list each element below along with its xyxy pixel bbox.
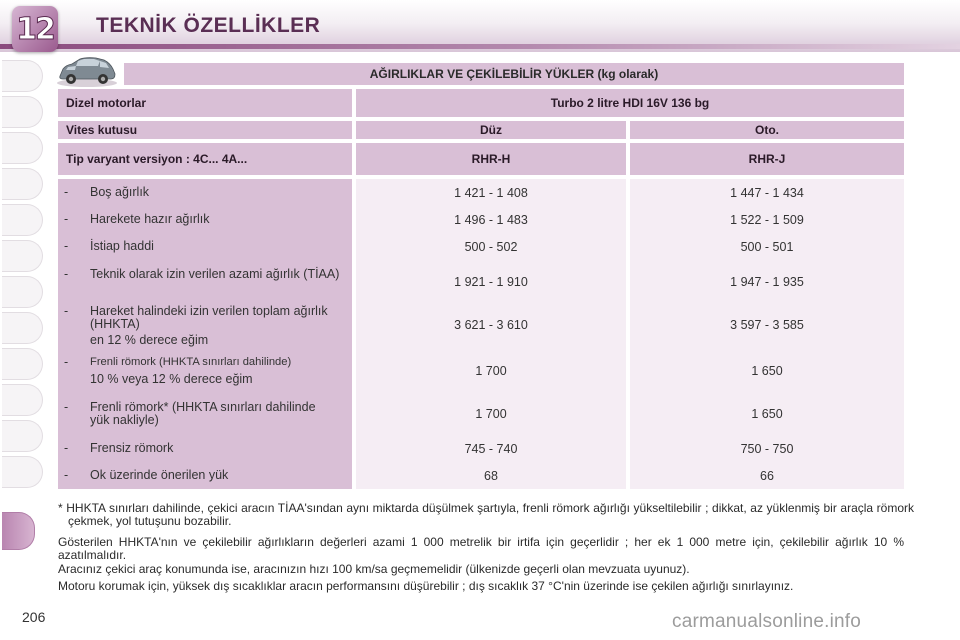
- row-label: Ok üzerinde önerilen yük: [90, 468, 229, 482]
- chapter-tab[interactable]: [2, 276, 43, 308]
- header-rule: [0, 44, 960, 49]
- row-value-h: 1 700: [475, 407, 507, 421]
- row-value-j: 1 650: [751, 364, 783, 378]
- row-value-j: 66: [760, 469, 774, 483]
- footnote-asterisk: * HHKTA sınırları dahilinde, çekici aracın TİAA'sından aynı miktarda düşülmek şartıyla, frenli römork ağırlığı yükseltilebilir ; dikkat, az yüklenmiş bir araçla römork çekmek, yol tutuşunu bozabilir.: [58, 501, 914, 528]
- gearbox-label: Vites kutusu: [58, 121, 352, 139]
- gearbox-manual: Düz: [356, 121, 626, 139]
- chapter-badge: [12, 6, 58, 52]
- row-value-h: 3 621 - 3 610: [454, 318, 528, 332]
- row-dash: -: [64, 355, 69, 369]
- chapter-tab[interactable]: [2, 204, 43, 236]
- chapter-tab[interactable]: [2, 132, 43, 164]
- row-dash: -: [64, 267, 69, 281]
- row-value-j: 750 - 750: [740, 442, 794, 456]
- variant-value-h: RHR-H: [356, 143, 626, 175]
- page-title: TEKNİK ÖZELLİKLER: [96, 14, 321, 37]
- row-value-h: 1 496 - 1 483: [454, 213, 528, 227]
- row-label: Frenli römork (HHKTA sınırları dahilinde): [90, 356, 292, 368]
- variant-label: Tip varyant versiyon : 4C... 4A...: [58, 143, 352, 175]
- row-label: Boş ağırlık: [90, 185, 150, 199]
- watermark: carmanualsonline.info: [672, 611, 862, 632]
- row-value-j: 1 447 - 1 434: [730, 186, 804, 200]
- row-dash: -: [64, 212, 69, 226]
- car-icon: [54, 54, 120, 88]
- row-value-h: 1 700: [475, 364, 507, 378]
- row-dash: -: [64, 239, 69, 253]
- row-label: Harekete hazır ağırlık: [90, 212, 210, 226]
- chapter-tab[interactable]: [2, 312, 43, 344]
- table-title: AĞIRLIKLAR VE ÇEKİLEBİLİR YÜKLER (kg olarak): [124, 63, 904, 85]
- row-value-j: 1 522 - 1 509: [730, 213, 804, 227]
- row-dash: -: [64, 304, 69, 318]
- chapter-tab[interactable]: [2, 240, 43, 272]
- engine-label: Dizel motorlar: [58, 89, 352, 117]
- chapter-tab[interactable]: [2, 60, 43, 92]
- footnote-altitude: Gösterilen HHKTA'nın ve çekilebilir ağırlıkların değerleri azami 1 000 metrelik bir irtifa için geçerlidir ; her ek 1 000 metre için, çekilebilir ağırlık 10 % azatılmalıdır.: [58, 535, 904, 562]
- row-value-j: 500 - 501: [740, 240, 794, 254]
- row-label: Hareket halindeki izin verilen toplam ağırlık (HHKTA): [90, 304, 328, 331]
- row-dash: -: [64, 400, 69, 414]
- row-value-j: 1 650: [751, 407, 783, 421]
- footnote-temperature: Motoru korumak için, yüksek dış sıcaklıklar aracın performansını düşürebilir ; dış sıcaklık 37 °C'nin üzerinde ise çekilen ağırlığı sınırlayınız.: [58, 579, 794, 593]
- row-dash: -: [64, 185, 69, 199]
- chapter-tab[interactable]: [2, 96, 43, 128]
- chapter-tab-active[interactable]: [2, 512, 35, 550]
- row-value-h: 1 921 - 1 910: [454, 275, 528, 289]
- row-label: Frenli römork* (HHKTA sınırları dahilinde yük nakliyle): [90, 400, 316, 427]
- chapter-tab[interactable]: [2, 420, 43, 452]
- row-sublabel: 10 % veya 12 % derece eğim: [90, 372, 253, 386]
- row-value-j: 1 947 - 1 935: [730, 275, 804, 289]
- page-number: 206: [22, 609, 46, 625]
- row-value-h: 500 - 502: [464, 240, 518, 254]
- row-value-h: 1 421 - 1 408: [454, 186, 528, 200]
- variant-value-j: RHR-J: [630, 143, 904, 175]
- row-label: Frensiz römork: [90, 441, 174, 455]
- footnote-speed: Aracınız çekici araç konumunda ise, aracınızın hızı 100 km/sa geçmemelidir (ülkenizde geçerli olan mevzuata uyunuz).: [58, 562, 690, 576]
- engine-value: Turbo 2 litre HDI 16V 136 bg: [356, 89, 904, 117]
- row-value-j: 3 597 - 3 585: [730, 318, 804, 332]
- row-value-h: 745 - 740: [464, 442, 518, 456]
- row-label: Teknik olarak izin verilen azami ağırlık (TİAA): [90, 267, 340, 281]
- row-dash: -: [64, 468, 69, 482]
- chapter-tab[interactable]: [2, 384, 43, 416]
- row-sublabel: en 12 % derece eğim: [90, 333, 209, 347]
- chapter-tab[interactable]: [2, 348, 43, 380]
- chapter-number: 12: [16, 11, 54, 47]
- chapter-tab[interactable]: [2, 456, 43, 488]
- gearbox-auto: Oto.: [630, 121, 904, 139]
- row-value-h: 68: [484, 469, 498, 483]
- chapter-tab[interactable]: [2, 168, 43, 200]
- row-dash: -: [64, 441, 69, 455]
- row-label: İstiap haddi: [90, 239, 154, 253]
